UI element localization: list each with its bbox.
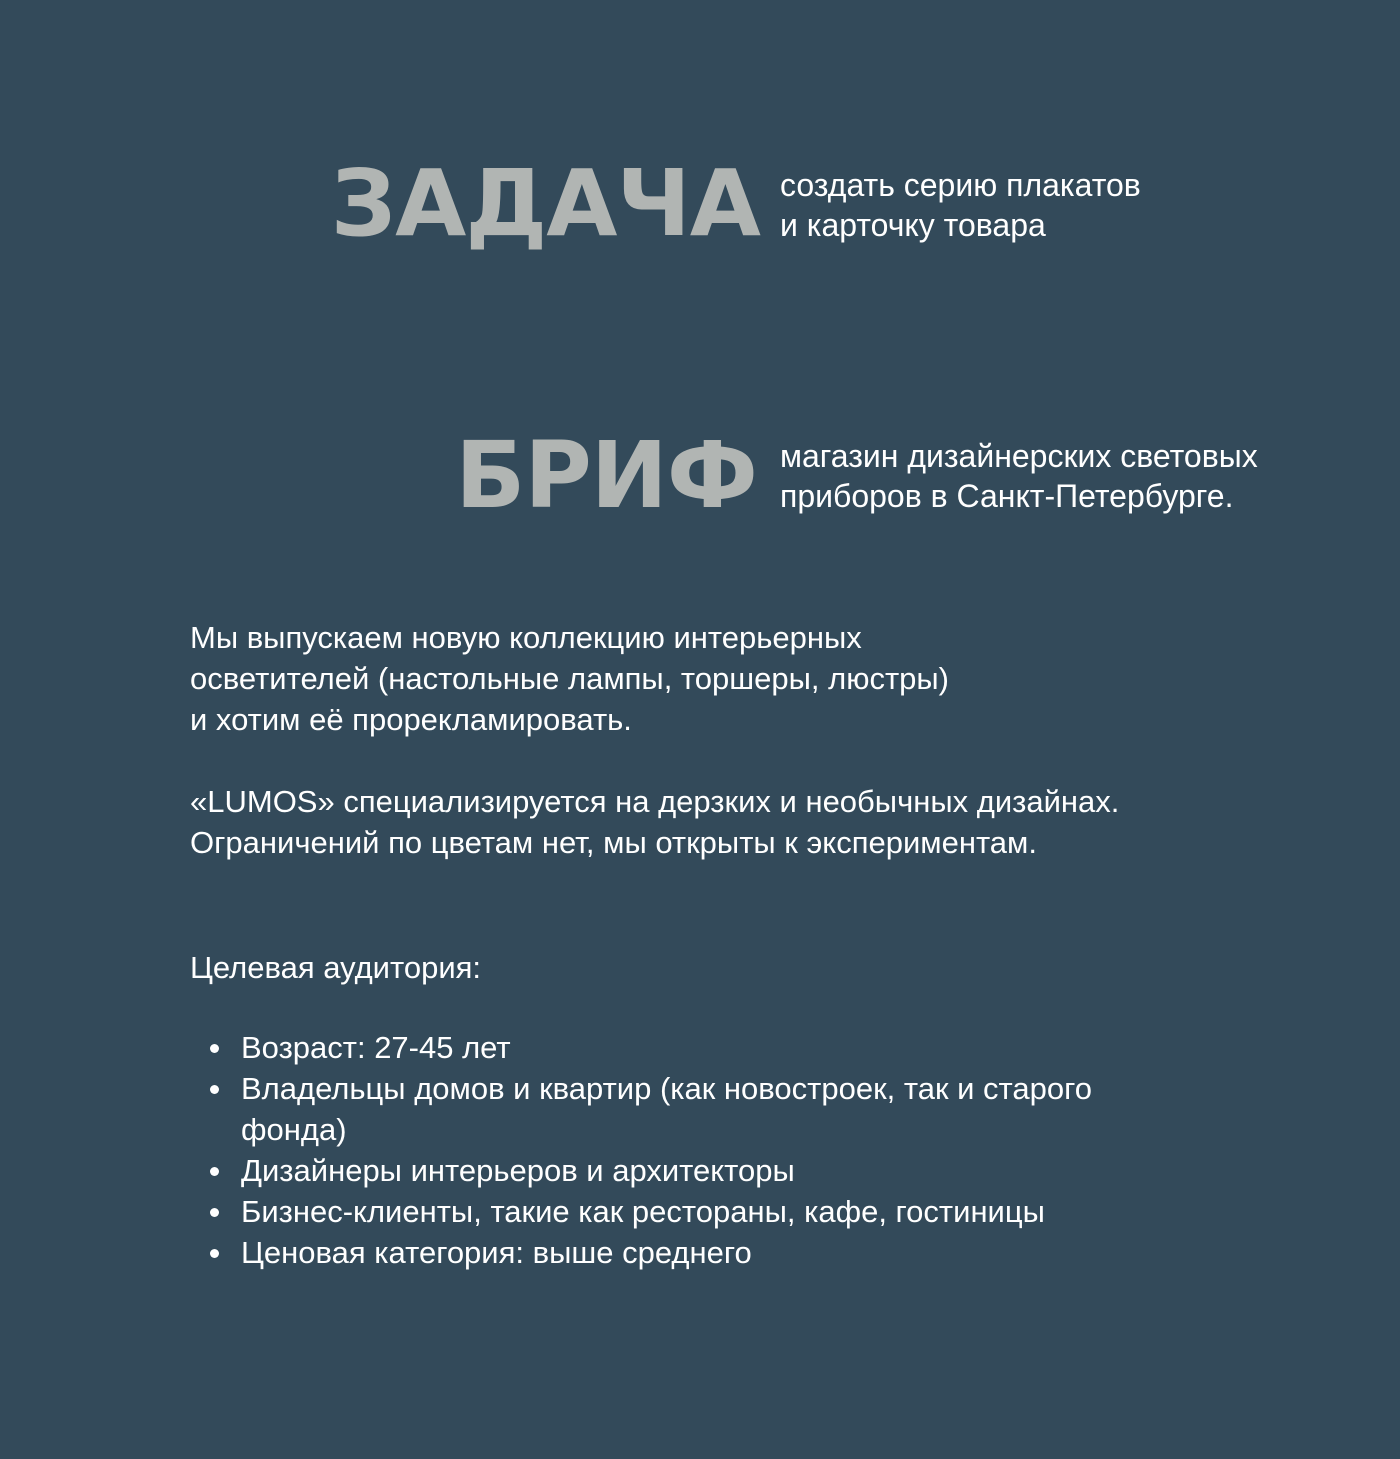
about-paragraph bbox=[190, 781, 1340, 863]
audience-list bbox=[190, 1027, 1340, 1273]
intro-line: осветителей (настольные лампы, торшеры, люстры) bbox=[190, 661, 950, 696]
intro-paragraph bbox=[190, 617, 1340, 740]
list-item bbox=[190, 1150, 1340, 1191]
list-item-text: Ценовая категория: выше среднего bbox=[241, 1235, 752, 1270]
task-description-line: и карточку товара bbox=[780, 207, 1046, 243]
brief-description bbox=[780, 436, 1258, 516]
list-item-text: Владельцы домов и квартир (как новостроек, так и старого bbox=[241, 1071, 1092, 1106]
bullet-icon bbox=[210, 1044, 219, 1053]
task-description bbox=[780, 165, 1141, 245]
intro-line: Мы выпускаем новую коллекцию интерьерных bbox=[190, 620, 862, 655]
list-item-text: Возраст: 27-45 лет bbox=[241, 1030, 511, 1065]
list-item bbox=[190, 1191, 1340, 1232]
bullet-icon bbox=[210, 1249, 219, 1258]
list-item-text: Бизнес-клиенты, такие как рестораны, кафе, гостиницы bbox=[241, 1194, 1045, 1229]
about-line: Ограничений по цветам нет, мы открыты к экспериментам. bbox=[190, 825, 1037, 860]
list-item-text: Дизайнеры интерьеров и архитекторы bbox=[241, 1153, 795, 1188]
intro-line: и хотим её прорекламировать. bbox=[190, 702, 632, 737]
task-title: ЗАДАЧА bbox=[330, 150, 760, 257]
list-item-text-continued: фонда) bbox=[241, 1112, 347, 1147]
task-description-line: создать серию плакатов bbox=[780, 167, 1141, 203]
bullet-icon bbox=[210, 1085, 219, 1094]
list-item bbox=[190, 1068, 1340, 1150]
bullet-icon bbox=[210, 1167, 219, 1176]
brief-title: БРИФ bbox=[455, 422, 757, 529]
brief-description-line: приборов в Санкт-Петербурге. bbox=[780, 478, 1234, 514]
audience-heading: Целевая аудитория: bbox=[190, 950, 482, 985]
brief-description-line: магазин дизайнерских световых bbox=[780, 438, 1258, 474]
bullet-icon bbox=[210, 1208, 219, 1217]
list-item bbox=[190, 1027, 1340, 1068]
list-item bbox=[190, 1232, 1340, 1273]
about-line: «LUMOS» специализируется на дерзких и необычных дизайнах. bbox=[190, 784, 1120, 819]
